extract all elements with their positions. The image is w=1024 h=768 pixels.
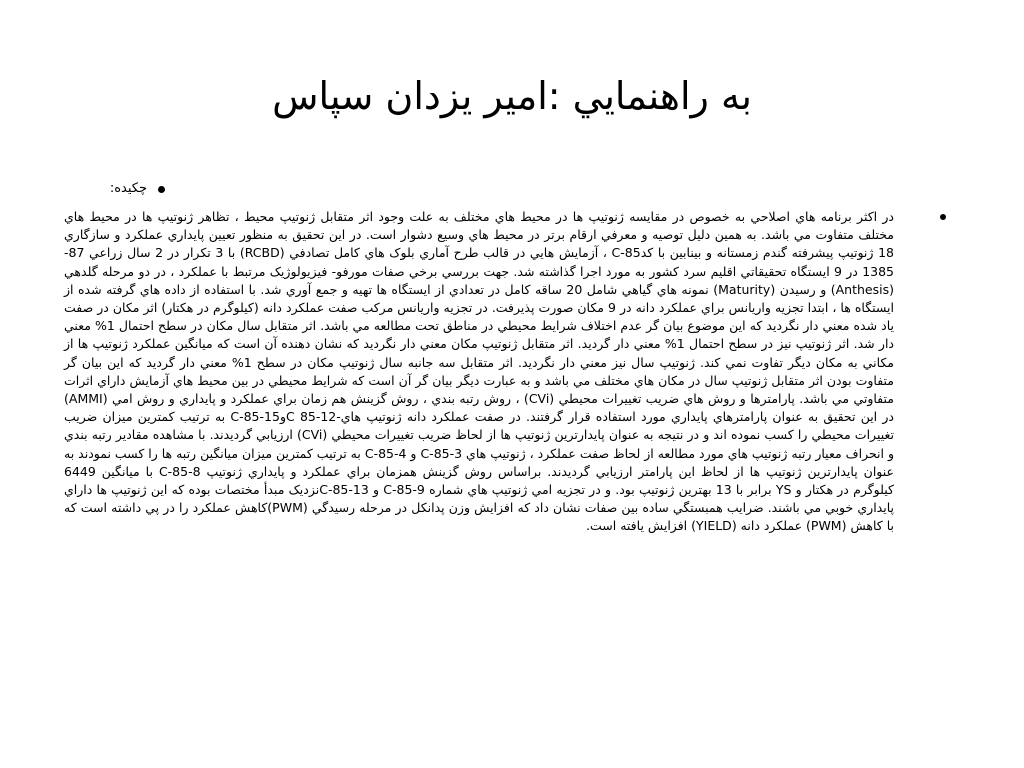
bullet-dot — [158, 186, 165, 193]
abstract-paragraph: در اکثر برنامه هاي اصلاحي به خصوص در مقايسه ژنوتيپ ها در محيط هاي مختلف به علت وجود اثر متقابل ژنوتيپ محيط ، تظاهر ژنوتيپ ها در محيط هاي مختلف متفاوت مي باشد. به همين دليل توصيه و معرفي ارقام برتر در محيط هاي وسيع دشوار است. در اين تحقيق به منظور تعيين پايداري عملکرد و سازگاري 18 ژنوتيپ پيشرفته گندم زمستانه و بينابين با کدC-85 ، آزمايش هايي در قالب طرح آماري بلوک هاي کامل تصادفي (RCBD) با 3 تکرار در 2 سال زراعي 87-1385 در 9 ايستگاه تحقيقاتي اقليم سرد کشور به مورد اجرا گذاشته شد. جهت بررسي برخي صفات مورفو- فيزيولوژيک مرتبط با عملکرد ، در دو مرحله گلدهي (Anthesis) و رسيدن (Maturity) نمونه هاي گياهي شامل 20 ساقه کامل در تعدادي از ايستگاه ها تهيه و جمع آوري شد. با استفاده از داده هاي گرفته شده از ايستگاه ها ، ابتدا تجزيه واريانس براي عملکرد دانه در 9 مکان صورت پذيرفت. در تجزيه واريانس مرکب صفت عملکرد دانه (کيلوگرم در هکتار) اثر مکان در صفت ياد شده معني دار نگرديد که اين موضوع بيان گر عدم اختلاف شرايط محيطي در مناطق تحت مطالعه مي باشد. اثر متقابل سال مکان در سطح احتمال 1% معني دار شد. اثر ژنوتيپ نيز در سطح احتمال 1% معني دار گرديد. اثر متقابل ژنوتيپ مکان معني دار نگرديد که نشان دهنده آن است که ميانگين عملکرد ژنوتيپ ها از مکاني به مکان ديگر تفاوت نمي کند. ژنوتيپ سال نيز معني دار نگرديد. اثر متقابل سه جانبه سال ژنوتيپ مکان در سطح 1% معني دار گرديد که اين بيان گر متفاوت بودن اثر متقابل ژنوتيپ سال در مکان هاي مختلف مي باشد و به عبارت ديگر بيان گر آن است که شرايط محيطي در بين محيط هاي آزمايش داراي اثرات متفاوتي مي باشد. پارامترها و روش هاي ضريب تغييرات محيطي (CVi) ، روش رتبه بندي ، روش گزينش هم زمان براي عملکرد و پايداري و روش امي (AMMI) در اين تحقيق به عنوان پارامترهاي پايداري مورد استفاده قرار گرفتند. در صفت عملکرد دانه ژنوتيپ هاي-C 85-12و15-85-C به ترتيب کمترين ميزان ضريب تغييرات محيطي را کسب نموده اند و در نتيجه به عنوان پايدارترين ژنوتيپ ها از لحاظ ضريب تغييرات محيطي (CVi) ارزيابي گرديدند. با مشاهده مقادير رتبه بندي و انحراف معيار رتبه ژنوتيپ هاي مورد مطالعه از لحاظ صفت عملکرد ، ژنوتيپ هاي C-85-3 و C-85-4 به ترتيب کمترين ميزان ميانگين رتبه ها را کسب نمودند به عنوان پايدارترين ژنوتيپ ها از لحاظ اين پارامتر ارزيابي گرديدند. براساس روش گزينش همزمان براي عملکرد و پايداري ژنوتيپ C-85-8 با ميانگين 6449 کيلوگرم در هکتار و YS برابر با 13 بهترين ژنوتيپ بود. و در تجزيه امي ژنوتيپ هاي شماره C-85-9 و C-85-13نزديک مبدأ مختصات بوده که اين ژنوتيپ ها داراي پايداري خوبي مي باشند. ضرايب همبستگي ساده بين صفات نشان داد که افزايش وزن پدانکل در مرحله رسيدگي (PWM)کاهش عملکرد را در پي داشته است که با کاهش (PWM) عملکرد دانه (YIELD) افزايش يافته است. — [64, 209, 895, 534]
slide-title: به راهنمايي :امير يزدان سپاس — [272, 74, 752, 118]
abstract-item — [62, 208, 952, 628]
abstract-heading: چکيده: — [109, 181, 147, 196]
bullet-dot — [940, 214, 946, 220]
abstract-heading-item — [80, 178, 165, 202]
